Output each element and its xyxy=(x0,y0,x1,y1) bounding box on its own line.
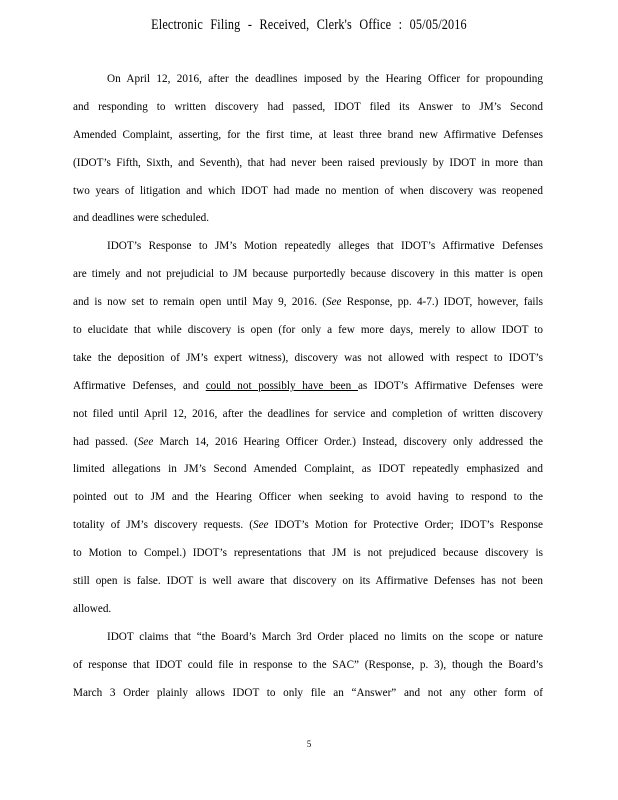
filing-stamp-header: Electronic Filing - Received, Clerk's Office : 05/05/2016 xyxy=(151,17,467,33)
text-span: totality of JM’s discovery requests. ( xyxy=(73,519,253,532)
text-line: allowed. xyxy=(73,602,112,615)
text-line: IDOT’s Response to JM’s Motion repeatedly alleges that IDOT’s Affirmative Defenses xyxy=(107,240,543,253)
paragraph-3 xyxy=(73,624,543,708)
underlined-phrase: could not possibly have been xyxy=(205,379,358,392)
text-line: two years of litigation and which IDOT had made no mention of when discovery was reopened xyxy=(73,184,543,197)
see-signal: See xyxy=(137,435,154,448)
text-span: IDOT’s Motion for Protective Order; IDOT’s Response xyxy=(268,519,543,532)
text-line: pointed out to JM and the Hearing Officer when seeking to avoid having to respond to the xyxy=(73,491,543,504)
text-span: Affirmative Defenses, and xyxy=(73,379,206,392)
text-line xyxy=(73,429,543,457)
text-line: to Motion to Compel.) IDOT’s representations that JM is not prejudiced because discovery is xyxy=(73,547,543,560)
text-line: still open is false. IDOT is well aware that discovery on its Affirmative Defenses has not been xyxy=(73,575,543,588)
paragraph-2 xyxy=(73,233,543,623)
text-line: Amended Complaint, asserting, for the first time, at least three brand new Affirmative Defenses xyxy=(73,128,543,141)
text-line: not filed until April 12, 2016, after the deadlines for service and completion of written discovery xyxy=(73,407,543,420)
text-line: IDOT claims that “the Board’s March 3rd Order placed no limits on the scope or nature xyxy=(107,630,543,643)
page-number: 5 xyxy=(306,739,312,749)
text-span: Response, pp. 4-7.) IDOT, however, fails xyxy=(341,296,543,309)
text-line: and responding to written discovery had passed, IDOT filed its Answer to JM’s Second xyxy=(73,100,543,113)
text-line: limited allegations in JM’s Second Amended Complaint, as IDOT repeatedly emphasized and xyxy=(73,463,543,476)
text-line xyxy=(73,512,543,540)
paragraph-1 xyxy=(73,66,543,233)
text-line: March 3 Order plainly allows IDOT to only file an “Answer” and not any other form of xyxy=(73,686,543,699)
text-line: On April 12, 2016, after the deadlines imposed by the Hearing Officer for propounding xyxy=(107,73,543,85)
text-line: and deadlines were scheduled. xyxy=(73,212,210,225)
text-line: are timely and not prejudicial to JM because purportedly because discovery in this matter is open xyxy=(73,268,543,281)
text-span: and is now set to remain open until May 9, 2016. ( xyxy=(73,296,326,309)
text-line xyxy=(73,289,543,317)
text-line: to elucidate that while discovery is open (for only a few more days, merely to allow IDOT to xyxy=(73,324,543,337)
text-span: as IDOT’s Affirmative Defenses were xyxy=(357,379,544,392)
text-line: of response that IDOT could file in response to the SAC” (Response, p. 3), though the Board’s xyxy=(73,658,543,671)
text-span: March 14, 2016 Hearing Officer Order.) Instead, discovery only addressed the xyxy=(153,435,543,448)
see-signal: See xyxy=(252,519,269,532)
text-line: (IDOT’s Fifth, Sixth, and Seventh), that had never been raised previously by IDOT in more than xyxy=(73,156,543,169)
text-span: had passed. ( xyxy=(73,435,138,448)
text-line: take the deposition of JM’s expert witness), discovery was not allowed with respect to IDOT’s xyxy=(73,351,543,364)
see-signal: See xyxy=(325,296,342,309)
document-body xyxy=(73,66,543,707)
text-line xyxy=(73,373,543,401)
